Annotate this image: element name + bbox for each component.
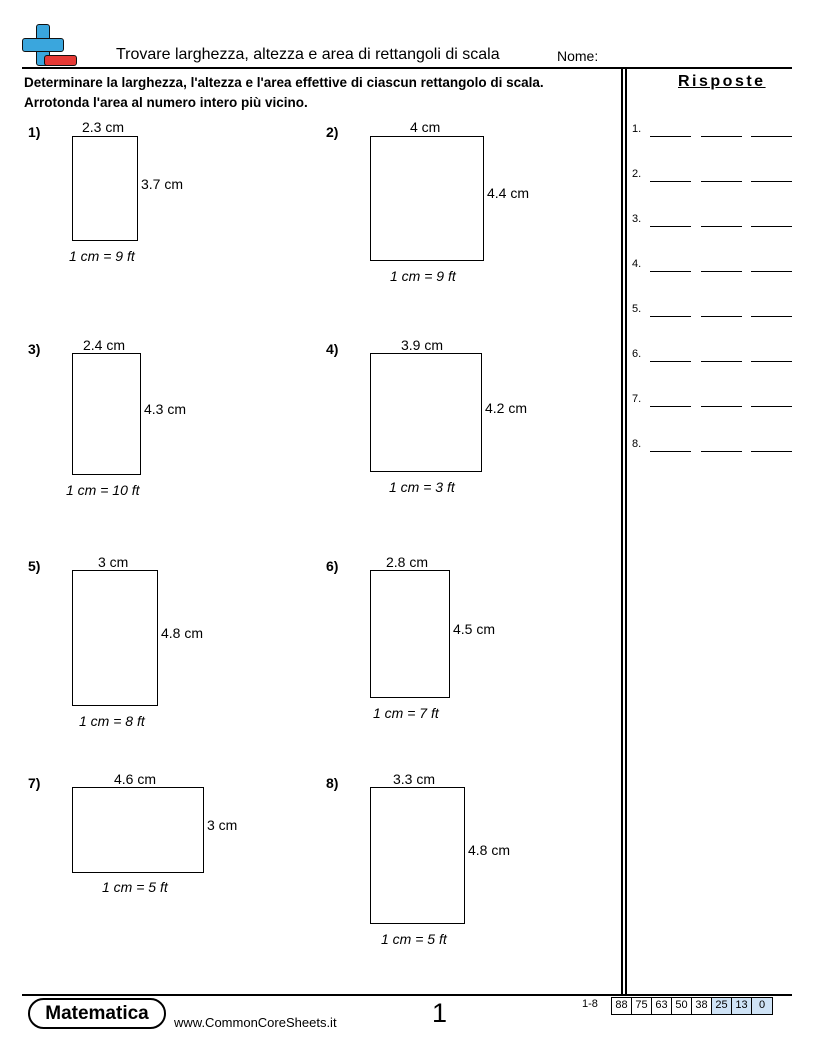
score-cell: 75 (632, 998, 652, 1014)
answer-blank[interactable] (650, 451, 691, 452)
answer-blank[interactable] (751, 361, 792, 362)
brand-badge: Matematica (28, 998, 166, 1029)
answer-blank[interactable] (751, 406, 792, 407)
problem-number: 6) (326, 558, 339, 574)
answer-blank[interactable] (650, 316, 691, 317)
scale-rectangle (72, 136, 138, 241)
problem-number: 5) (28, 558, 41, 574)
answer-blank[interactable] (751, 181, 792, 182)
scale-rectangle (370, 136, 484, 261)
scale-label: 1 cm = 8 ft (79, 713, 145, 729)
rect-width-label: 4.6 cm (114, 771, 157, 787)
answer-number: 6. (632, 348, 642, 360)
problem-number: 4) (326, 341, 339, 357)
answer-blank[interactable] (650, 136, 691, 137)
problem-number: 7) (28, 775, 41, 791)
scale-label: 1 cm = 10 ft (66, 482, 140, 498)
answer-blank[interactable] (701, 406, 742, 407)
rect-width-label: 3 cm (98, 554, 129, 570)
scale-label: 1 cm = 9 ft (69, 248, 135, 264)
answer-number: 3. (632, 213, 642, 225)
column-divider (625, 67, 627, 994)
answer-blank[interactable] (650, 226, 691, 227)
answer-blank[interactable] (650, 406, 691, 407)
rect-height-label: 4.5 cm (453, 621, 496, 637)
score-cell: 50 (672, 998, 692, 1014)
answer-blank[interactable] (701, 136, 742, 137)
rect-height-label: 4.8 cm (161, 625, 204, 641)
scale-label: 1 cm = 9 ft (390, 268, 456, 284)
score-cell: 88 (612, 998, 632, 1014)
site-url: www.CommonCoreSheets.it (174, 1015, 337, 1030)
rect-width-label: 3.3 cm (393, 771, 436, 787)
answer-blank[interactable] (701, 226, 742, 227)
logo-icon (22, 24, 80, 68)
rect-width-label: 2.4 cm (83, 337, 126, 353)
scale-label: 1 cm = 7 ft (373, 705, 439, 721)
scale-rectangle (72, 353, 141, 475)
answer-number: 7. (632, 393, 642, 405)
answer-number: 1. (632, 123, 642, 135)
answer-blank[interactable] (751, 451, 792, 452)
instructions-line-2: Arrotonda l'area al numero intero più vicino. (24, 95, 308, 110)
problem-number: 8) (326, 775, 339, 791)
answer-blank[interactable] (751, 316, 792, 317)
rect-height-label: 3 cm (207, 817, 238, 833)
score-range: 1-8 (582, 998, 598, 1010)
score-cell: 63 (652, 998, 672, 1014)
answer-blank[interactable] (701, 271, 742, 272)
rect-height-label: 4.2 cm (485, 400, 528, 416)
answer-number: 5. (632, 303, 642, 315)
name-label: Nome: (557, 48, 599, 64)
instructions (24, 73, 544, 113)
scale-rectangle (370, 353, 482, 472)
answer-number: 4. (632, 258, 642, 270)
score-cell: 0 (752, 998, 772, 1014)
rect-height-label: 3.7 cm (141, 176, 184, 192)
rect-height-label: 4.3 cm (144, 401, 187, 417)
column-divider (621, 67, 623, 994)
header-divider (22, 67, 792, 69)
scale-label: 1 cm = 3 ft (389, 479, 455, 495)
answer-blank[interactable] (701, 181, 742, 182)
problem-number: 1) (28, 124, 41, 140)
answer-blank[interactable] (701, 316, 742, 317)
page-title: Trovare larghezza, altezza e area di rettangoli di scala (116, 46, 500, 63)
answer-blank[interactable] (751, 136, 792, 137)
scale-rectangle (370, 570, 450, 698)
answer-blank[interactable] (751, 226, 792, 227)
scale-label: 1 cm = 5 ft (381, 931, 447, 947)
problem-number: 3) (28, 341, 41, 357)
score-cell: 38 (692, 998, 712, 1014)
rect-height-label: 4.4 cm (487, 185, 530, 201)
answer-blank[interactable] (650, 271, 691, 272)
score-cell: 25 (712, 998, 732, 1014)
page-number: 1 (432, 998, 448, 1028)
answer-blank[interactable] (650, 181, 691, 182)
scale-label: 1 cm = 5 ft (102, 879, 168, 895)
rect-height-label: 4.8 cm (468, 842, 511, 858)
answer-blank[interactable] (650, 361, 691, 362)
score-table (611, 997, 773, 1015)
answer-number: 2. (632, 168, 642, 180)
footer-divider (22, 994, 792, 996)
answer-blank[interactable] (701, 361, 742, 362)
answer-blank[interactable] (751, 271, 792, 272)
scale-rectangle (72, 570, 158, 706)
rect-width-label: 2.8 cm (386, 554, 429, 570)
scale-rectangle (370, 787, 465, 924)
score-cell: 13 (732, 998, 752, 1014)
rect-width-label: 3.9 cm (401, 337, 444, 353)
answer-blank[interactable] (701, 451, 742, 452)
answer-number: 8. (632, 438, 642, 450)
instructions-line-1: Determinare la larghezza, l'altezza e l'area effettive di ciascun rettangolo di scala. (24, 75, 544, 90)
rect-width-label: 4 cm (410, 119, 441, 135)
scale-rectangle (72, 787, 204, 873)
problem-number: 2) (326, 124, 339, 140)
rect-width-label: 2.3 cm (82, 119, 125, 135)
answers-title: Risposte (678, 73, 766, 90)
